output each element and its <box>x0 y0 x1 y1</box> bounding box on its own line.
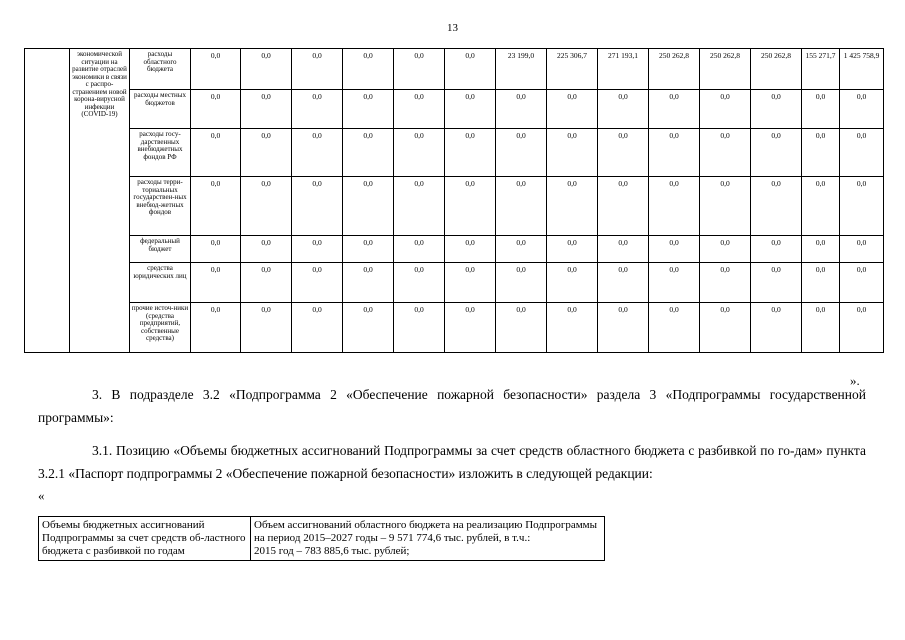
budget-value-cell: 0,0 <box>445 303 496 353</box>
budget-row <box>25 177 884 236</box>
budget-value-cell: 0,0 <box>191 177 241 236</box>
budget-value-cell: 0,0 <box>700 303 751 353</box>
budget-value-cell: 0,0 <box>241 129 292 177</box>
budget-value-cell: 23 199,0 <box>496 49 547 90</box>
budget-value-cell: 0,0 <box>598 177 649 236</box>
paragraph-item-3-1: 3.1. Позицию «Объемы бюджетных ассигнований Подпрограммы за счет средств областного бюджета с разбивкой по го-дам» пункта 3.2.1 «Паспорт подпрограммы 2 «Обеспечение пожарной безопасности» изложить в следующей редакции: <box>38 443 866 481</box>
budget-value-cell: 0,0 <box>751 236 802 263</box>
budget-value-cell: 0,0 <box>802 263 840 303</box>
budget-value-cell: 0,0 <box>343 129 394 177</box>
budget-value-cell: 0,0 <box>751 303 802 353</box>
budget-value-cell: 0,0 <box>496 263 547 303</box>
budget-value-cell: 0,0 <box>598 236 649 263</box>
budget-value-cell: 0,0 <box>547 303 598 353</box>
budget-value-cell: 0,0 <box>649 263 700 303</box>
budget-value-cell: 0,0 <box>598 263 649 303</box>
budget-value-cell: 0,0 <box>241 49 292 90</box>
budget-value-cell: 0,0 <box>496 177 547 236</box>
passport-right-line-1: Объем ассигнований областного бюджета на реализацию Подпрограммы на период 2015–2027 годы – 9 571 774,6 тыс. рублей, в т.ч.: <box>254 519 598 544</box>
budget-value-cell: 0,0 <box>445 177 496 236</box>
budget-table-body <box>25 49 884 353</box>
passport-table <box>38 516 605 561</box>
budget-value-cell: 0,0 <box>292 90 343 129</box>
budget-value-cell: 0,0 <box>292 177 343 236</box>
budget-value-cell: 0,0 <box>292 49 343 90</box>
budget-value-cell: 0,0 <box>700 90 751 129</box>
passport-row <box>39 517 605 561</box>
budget-row <box>25 303 884 353</box>
budget-value-cell: 0,0 <box>445 49 496 90</box>
budget-value-cell: 0,0 <box>802 303 840 353</box>
funding-source-label: прочие источ-ники (средства предприятий, собственные средства) <box>130 303 191 353</box>
budget-value-cell: 225 306,7 <box>547 49 598 90</box>
budget-value-cell: 0,0 <box>840 177 884 236</box>
budget-value-cell: 0,0 <box>191 49 241 90</box>
budget-value-cell: 0,0 <box>547 236 598 263</box>
budget-value-cell: 0,0 <box>547 129 598 177</box>
budget-value-cell: 0,0 <box>343 90 394 129</box>
budget-value-cell: 1 425 758,9 <box>840 49 884 90</box>
budget-value-cell: 0,0 <box>292 236 343 263</box>
budget-value-cell: 0,0 <box>343 49 394 90</box>
budget-value-cell: 0,0 <box>394 303 445 353</box>
budget-value-cell: 0,0 <box>496 303 547 353</box>
budget-value-cell: 0,0 <box>751 263 802 303</box>
budget-value-cell: 0,0 <box>292 129 343 177</box>
budget-value-cell: 0,0 <box>598 129 649 177</box>
budget-value-cell: 0,0 <box>394 129 445 177</box>
budget-value-cell: 0,0 <box>394 236 445 263</box>
empty-number-cell <box>25 49 70 353</box>
budget-row <box>25 49 884 90</box>
budget-value-cell: 0,0 <box>343 303 394 353</box>
passport-right-line-2: 2015 год – 783 885,6 тыс. рублей; <box>254 545 410 557</box>
budget-value-cell: 0,0 <box>343 263 394 303</box>
budget-value-cell: 0,0 <box>598 90 649 129</box>
funding-source-label: средства юридических лиц <box>130 263 191 303</box>
budget-value-cell: 0,0 <box>496 236 547 263</box>
budget-value-cell: 0,0 <box>343 236 394 263</box>
budget-value-cell: 0,0 <box>802 129 840 177</box>
budget-value-cell: 0,0 <box>751 177 802 236</box>
budget-value-cell: 0,0 <box>241 236 292 263</box>
budget-value-cell: 0,0 <box>292 303 343 353</box>
budget-value-cell: 0,0 <box>394 177 445 236</box>
budget-row <box>25 90 884 129</box>
budget-value-cell: 0,0 <box>241 303 292 353</box>
budget-value-cell: 0,0 <box>445 236 496 263</box>
budget-value-cell: 0,0 <box>840 236 884 263</box>
budget-value-cell: 0,0 <box>649 90 700 129</box>
funding-source-label: федеральный бюджет <box>130 236 191 263</box>
budget-row <box>25 236 884 263</box>
budget-value-cell: 0,0 <box>547 263 598 303</box>
budget-value-cell: 0,0 <box>802 90 840 129</box>
funding-source-label: расходы госу-дарственных внебюджетных фондов РФ <box>130 129 191 177</box>
budget-value-cell: 0,0 <box>649 236 700 263</box>
budget-value-cell: 0,0 <box>394 263 445 303</box>
budget-value-cell: 0,0 <box>191 129 241 177</box>
budget-value-cell: 0,0 <box>445 90 496 129</box>
funding-source-label: расходы местных бюджетов <box>130 90 191 129</box>
passport-left-cell: Объемы бюджетных ассигнований Подпрограммы за счет средств об-ластного бюджета с разбивкой по годам <box>39 517 251 561</box>
program-description-cell: экономической ситуации на развитие отраслей экономики в связи с распро-странением новой корона-вирусной инфекции (COVID-19) <box>70 49 130 353</box>
budget-value-cell: 0,0 <box>700 177 751 236</box>
budget-value-cell: 0,0 <box>241 177 292 236</box>
passport-right-cell <box>251 517 605 561</box>
budget-value-cell: 0,0 <box>191 236 241 263</box>
budget-value-cell: 0,0 <box>802 236 840 263</box>
opening-quote: « <box>38 488 45 503</box>
budget-value-cell: 0,0 <box>840 90 884 129</box>
budget-value-cell: 0,0 <box>598 303 649 353</box>
budget-value-cell: 0,0 <box>700 236 751 263</box>
budget-value-cell: 0,0 <box>241 90 292 129</box>
budget-value-cell: 0,0 <box>191 263 241 303</box>
budget-value-cell: 0,0 <box>394 49 445 90</box>
budget-value-cell: 250 262,8 <box>700 49 751 90</box>
paragraph-subsection-3-2: 3. В подразделе 3.2 «Подпрограмма 2 «Обеспечение пожарной безопасности» раздела 3 «Подпрограммы государственной программы»: <box>38 387 866 425</box>
closing-quote: ». <box>850 373 860 388</box>
budget-value-cell: 155 271,7 <box>802 49 840 90</box>
budget-value-cell: 0,0 <box>751 129 802 177</box>
budget-value-cell: 250 262,8 <box>751 49 802 90</box>
budget-value-cell: 0,0 <box>547 177 598 236</box>
budget-value-cell: 0,0 <box>700 263 751 303</box>
budget-value-cell: 0,0 <box>649 129 700 177</box>
budget-value-cell: 0,0 <box>191 90 241 129</box>
budget-value-cell: 0,0 <box>191 303 241 353</box>
budget-value-cell: 0,0 <box>496 129 547 177</box>
budget-value-cell: 0,0 <box>547 90 598 129</box>
budget-value-cell: 0,0 <box>840 303 884 353</box>
budget-value-cell: 0,0 <box>649 303 700 353</box>
budget-value-cell: 0,0 <box>343 177 394 236</box>
budget-value-cell: 0,0 <box>840 263 884 303</box>
funding-source-label: расходы терри-ториальных государствен-ных внебюд-жетных фондов <box>130 177 191 236</box>
budget-value-cell: 0,0 <box>751 90 802 129</box>
budget-value-cell: 0,0 <box>445 263 496 303</box>
funding-source-label: расходы областного бюджета <box>130 49 191 90</box>
budget-value-cell: 250 262,8 <box>649 49 700 90</box>
budget-value-cell: 0,0 <box>496 90 547 129</box>
budget-value-cell: 0,0 <box>445 129 496 177</box>
budget-value-cell: 0,0 <box>241 263 292 303</box>
budget-value-cell: 0,0 <box>840 129 884 177</box>
budget-row <box>25 129 884 177</box>
budget-value-cell: 0,0 <box>700 129 751 177</box>
budget-value-cell: 0,0 <box>649 177 700 236</box>
budget-value-cell: 0,0 <box>394 90 445 129</box>
budget-value-cell: 0,0 <box>802 177 840 236</box>
budget-table <box>24 48 884 353</box>
budget-row <box>25 263 884 303</box>
budget-value-cell: 0,0 <box>292 263 343 303</box>
page-number: 13 <box>447 22 458 34</box>
budget-value-cell: 271 193,1 <box>598 49 649 90</box>
